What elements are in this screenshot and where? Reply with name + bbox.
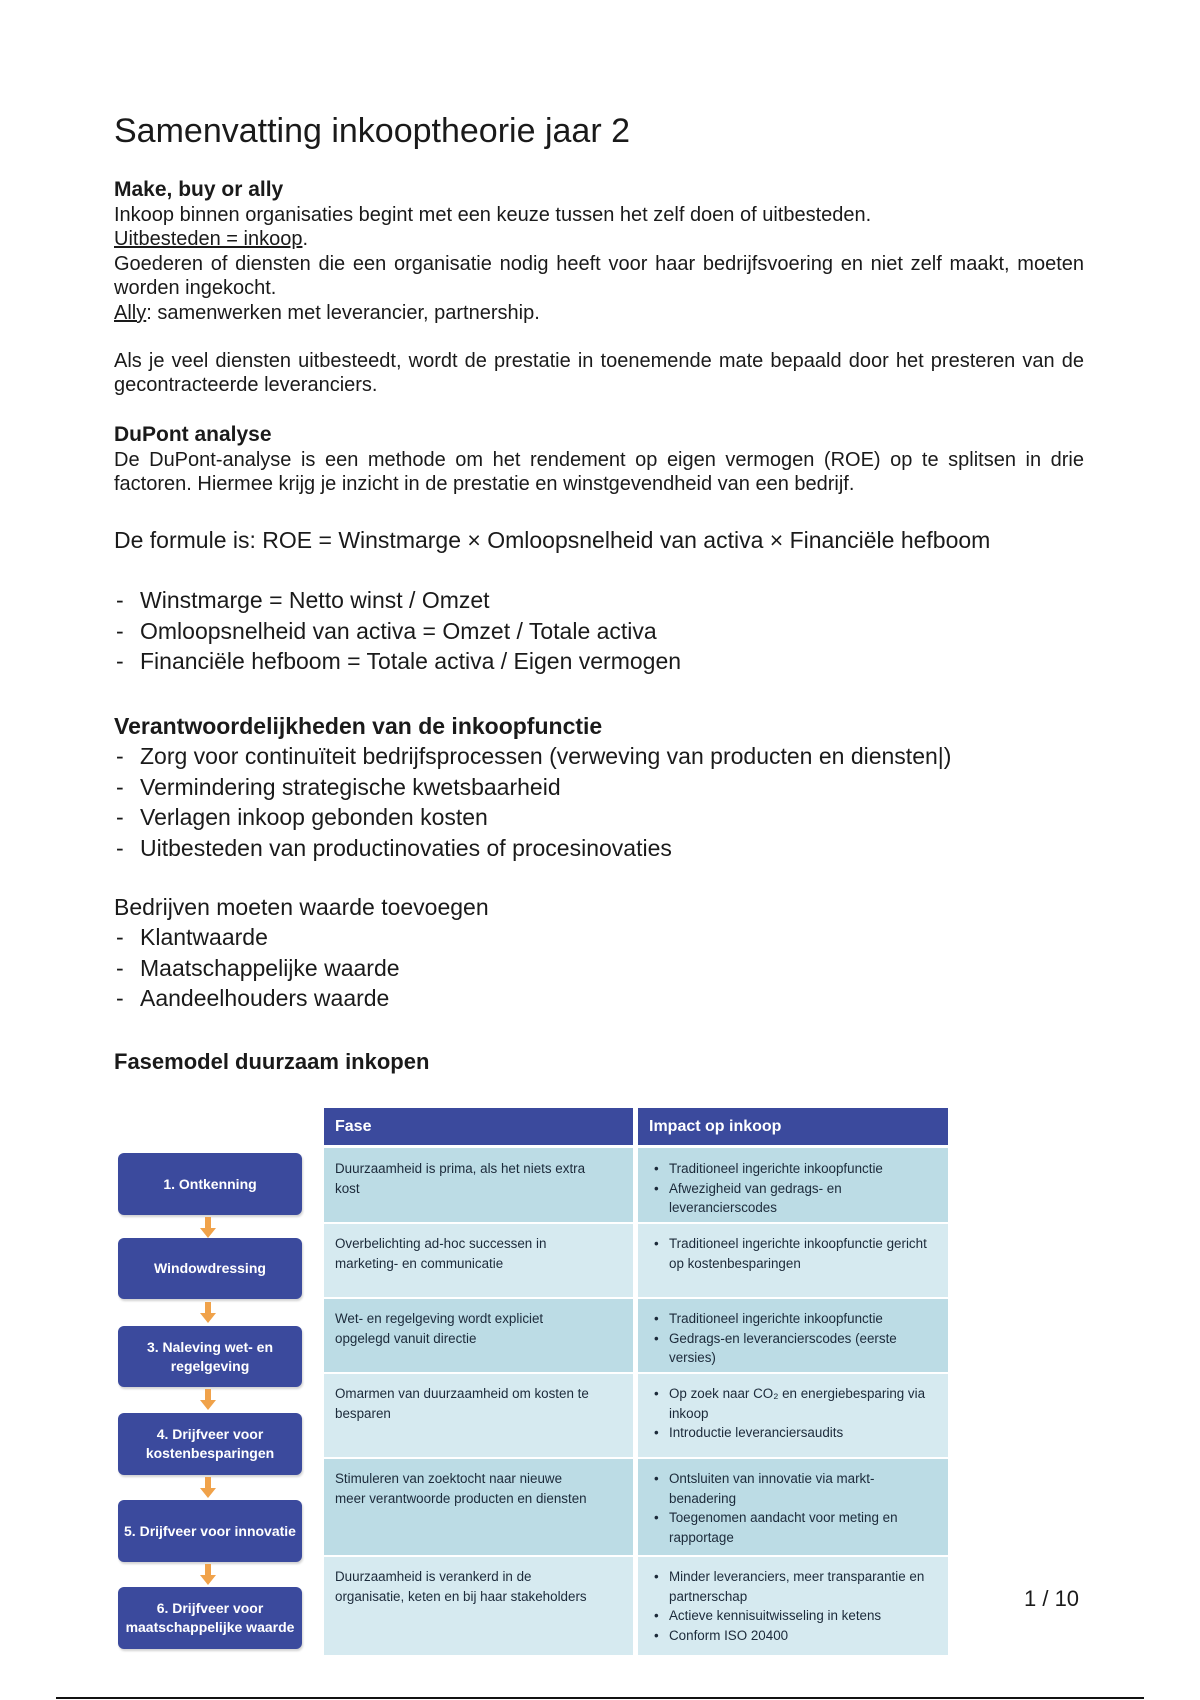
impact-cell [640,1458,945,1547]
list-item: - Financiële hefboom = Totale activa / Eigen vermogen [114,646,681,677]
document-title: Samenvatting inkooptheorie jaar 2 [114,112,630,150]
impact-item: • Traditioneel ingerichte inkoopfunctie gericht op kostenbesparingen [651,1234,935,1273]
down-arrow-icon [200,1302,216,1323]
phase-step-6: 6. Drijfveer voor maatschappelijke waarde [118,1587,302,1649]
phase-step-2: Windowdressing [118,1238,302,1299]
impact-cell [640,1373,945,1443]
header-fase: Fase [324,1108,633,1145]
heading-make-buy-ally: Make, buy or ally [114,178,284,201]
list-item: - Maatschappelijke waarde [114,953,400,984]
fase-cell: Omarmen van duurzaamheid om kosten te besparen [335,1386,589,1421]
impact-item: • Toegenomen aandacht voor meting en rapportage [651,1508,935,1547]
paragraph-uitbesteden: Als je veel diensten uitbesteedt, wordt de prestatie in toenemende mate bepaald door het presteren van de gecontracteerde leveranciers. [114,350,1084,397]
impact-item: • Gedrags-en leverancierscodes (eerste versies) [651,1329,935,1368]
text-line: Inkoop binnen organisaties begint met een keuze tussen het zelf doen of uitbesteden. [114,204,872,226]
heading-fasemodel: Fasemodel duurzaam inkopen [114,1049,430,1074]
text-line [114,227,1084,251]
impact-list [651,1234,935,1273]
list-item: - Uitbesteden van productinovaties of procesinovaties [114,833,951,864]
text-line [114,301,1084,325]
column-divider [633,1108,638,1655]
impact-item: • Ontsluiten van innovatie via markt-benadering [651,1469,935,1508]
text-fragment: . [302,228,309,251]
impact-cell [640,1298,945,1368]
fase-cell: Duurzaamheid is verankerd in de organisatie, keten en bij haar stakeholders [335,1569,587,1604]
down-arrow-icon [200,1389,216,1410]
impact-list [651,1309,935,1368]
impact-list [651,1469,935,1547]
impact-item: • Traditioneel ingerichte inkoopfunctie [651,1309,935,1329]
text-fragment: : samenwerken met leverancier, partnership. [146,301,540,324]
list-item: - Winstmarge = Netto winst / Omzet [114,585,681,616]
heading-verantwoordelijkheden: Verantwoordelijkheden van de inkoopfunctie [114,713,603,739]
dupont-formula: De formule is: ROE = Winstmarge × Omloopsnelheid van activa × Financiële hefboom [114,527,991,553]
impact-item: • Afwezigheid van gedrags- en leverancierscodes [651,1179,935,1218]
impact-list [651,1384,935,1443]
phase-step-3: 3. Naleving wet- en regelgeving [118,1326,302,1387]
impact-item: • Minder leveranciers, meer transparantie en partnerschap [651,1567,935,1606]
header-impact: Impact op inkoop [638,1108,948,1145]
page-number: 1 / 10 [1024,1586,1080,1611]
text-line: Goederen of diensten die een organisatie nodig heeft voor haar bedrijfsvoering en niet zelf maakt, moeten worden ingekocht. [114,252,1084,300]
list-item: - Verlagen inkoop gebonden kosten [114,802,951,833]
fase-cell: Wet- en regelgeving wordt expliciet opgelegd vanuit directie [335,1311,544,1346]
heading-dupont: DuPont analyse [114,423,272,446]
responsibilities-list [114,741,951,863]
impact-item: • Conform ISO 20400 [651,1626,935,1646]
list-item: - Vermindering strategische kwetsbaarheid [114,772,951,803]
fase-cell: Overbelichting ad-hoc successen in marketing- en communicatie [335,1236,547,1271]
underlined-term: Ally [114,301,147,324]
impact-item: • Introductie leveranciersaudits [651,1423,935,1443]
list-item: - Klantwaarde [114,922,400,953]
impact-cell [640,1223,945,1273]
impact-cell [640,1556,945,1645]
paragraph-make-buy-ally [114,203,1084,325]
page-bottom-rule [56,1697,1144,1699]
list-item: - Omloopsnelheid van activa = Omzet / Totale activa [114,616,681,647]
down-arrow-icon [200,1477,216,1498]
underlined-term: Uitbesteden = inkoop [114,228,303,251]
value-list [114,922,400,1014]
impact-cell [640,1148,945,1218]
list-item: - Aandeelhouders waarde [114,983,400,1014]
paragraph-dupont: De DuPont-analyse is een methode om het rendement op eigen vermogen (ROE) op te splitsen in drie factoren. Hiermee krijg je inzicht in de prestatie en winstgevendheid van een bedrijf. [114,449,1084,496]
impact-list [651,1159,935,1218]
impact-item: • Traditioneel ingerichte inkoopfunctie [651,1159,935,1179]
phase-step-5: 5. Drijfveer voor innovatie [118,1500,302,1562]
impact-list [651,1567,935,1645]
fasemodel-diagram [114,1105,954,1655]
list-item: - Zorg voor continuïteit bedrijfsprocessen (verweving van producten en diensten|) [114,741,951,772]
phase-step-4: 4. Drijfveer voor kostenbesparingen [118,1413,302,1475]
dupont-list [114,585,681,677]
fase-cell: Duurzaamheid is prima, als het niets extra kost [335,1161,586,1196]
value-intro: Bedrijven moeten waarde toevoegen [114,894,489,920]
down-arrow-icon [200,1564,216,1585]
fase-cell: Stimuleren van zoektocht naar nieuwe meer verantwoorde producten en diensten [335,1471,587,1506]
down-arrow-icon [200,1217,216,1238]
impact-item: • Op zoek naar CO₂ en energiebesparing via inkoop [651,1384,935,1423]
impact-item: • Actieve kennisuitwisseling in ketens [651,1606,935,1626]
phase-step-1: 1. Ontkenning [118,1153,302,1215]
